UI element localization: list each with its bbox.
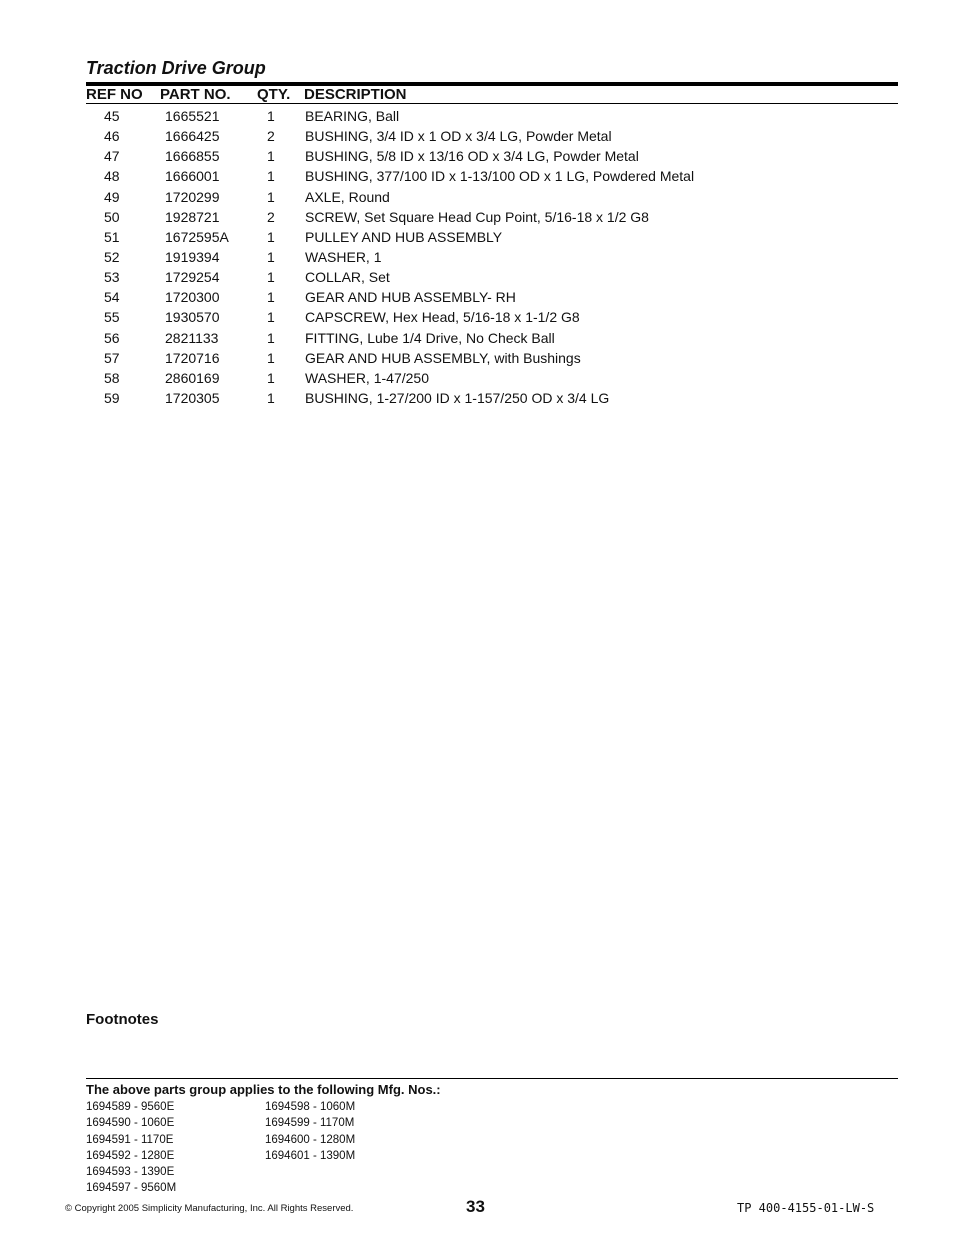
description-cell: CAPSCREW, Hex Head, 5/16-18 x 1-1/2 G8 [305,309,580,326]
ref-no-cell: 47 [104,148,120,165]
parts-list [0,107,954,409]
description-cell: FITTING, Lube 1/4 Drive, No Check Ball [305,329,555,346]
table-row [0,268,954,288]
mfg-number: 1694590 - 1060E [86,1117,175,1130]
part-no-cell: 1666425 [165,128,220,145]
table-row [0,228,954,248]
part-no-cell: 1720299 [165,188,220,205]
description-cell: AXLE, Round [305,188,390,205]
table-row [0,167,954,187]
section-title: Traction Drive Group [86,58,266,78]
description-cell: BUSHING, 1-27/200 ID x 1-157/250 OD x 3/4 LG [305,389,610,406]
qty-cell: 1 [267,228,275,245]
description-cell: WASHER, 1 [305,248,382,265]
description-cell: BUSHING, 377/100 ID x 1-13/100 OD x 1 LG, Powdered Metal [305,168,695,185]
description-cell: BUSHING, 3/4 ID x 1 OD x 3/4 LG, Powder Metal [305,128,612,145]
mfg-number: 1694591 - 1170E [86,1133,174,1146]
qty-cell: 1 [267,329,275,346]
qty-cell: 1 [267,188,275,205]
qty-cell: 2 [267,208,275,225]
ref-no-cell: 53 [104,269,120,286]
mfg-heading: The above parts group applies to the following Mfg. Nos.: [86,1082,441,1097]
part-no-cell: 1720716 [165,349,220,366]
ref-no-cell: 52 [104,248,120,265]
description-cell: BUSHING, 5/8 ID x 13/16 OD x 3/4 LG, Powder Metal [305,148,639,165]
part-no-cell: 2860169 [165,369,220,386]
document-code: TP 400-4155-01-LW-S [737,1201,875,1215]
header-rule [86,103,898,104]
mfg-number: 1694589 - 9560E [86,1101,175,1113]
part-no-cell: 1729254 [165,269,220,286]
ref-no-cell: 51 [104,228,120,245]
qty-cell: 1 [267,389,275,406]
qty-cell: 1 [267,168,275,185]
part-no-cell: 1665521 [165,108,220,124]
ref-no-cell: 59 [104,389,120,406]
mfg-number: 1694599 - 1170M [265,1117,355,1130]
table-row [0,369,954,389]
qty-cell: 1 [267,289,275,306]
column-header-description: DESCRIPTION [304,86,407,103]
qty-cell: 2 [267,128,275,145]
ref-no-cell: 57 [104,349,120,366]
table-row [0,127,954,147]
mfg-numbers-column-1 [86,1099,176,1197]
ref-no-cell: 49 [104,188,120,205]
part-no-cell: 1928721 [165,208,220,225]
description-cell: WASHER, 1-47/250 [305,369,429,386]
table-row [0,248,954,268]
ref-no-cell: 50 [104,208,120,225]
mfg-rule [86,1078,898,1079]
mfg-number: 1694593 - 1390E [86,1166,175,1179]
table-row [0,329,954,349]
description-cell: BEARING, Ball [305,108,400,124]
description-cell: PULLEY AND HUB ASSEMBLY [305,228,503,245]
mfg-number: 1694592 - 1280E [86,1149,175,1162]
table-row [0,349,954,369]
description-cell: SCREW, Set Square Head Cup Point, 5/16-18 x 1/2 G8 [305,208,649,225]
ref-no-cell: 45 [104,108,120,124]
ref-no-cell: 48 [104,168,120,185]
mfg-numbers-column-2 [265,1099,355,1164]
column-header-ref-no: REF NO [86,86,143,103]
mfg-number: 1694600 - 1280M [265,1133,356,1146]
part-no-cell: 1720305 [165,389,220,406]
mfg-number: 1694598 - 1060M [265,1101,356,1113]
qty-cell: 1 [267,148,275,165]
table-row [0,188,954,208]
qty-cell: 1 [267,248,275,265]
part-no-cell: 1666855 [165,148,220,165]
ref-no-cell: 46 [104,128,120,145]
table-row [0,107,954,127]
mfg-number: 1694597 - 9560M [86,1182,177,1195]
table-row [0,147,954,167]
footnotes-heading: Footnotes [86,1011,159,1028]
mfg-number: 1694601 - 1390M [265,1149,356,1162]
ref-no-cell: 58 [104,369,120,386]
table-row [0,208,954,228]
copyright-notice: © Copyright 2005 Simplicity Manufacturing, Inc. All Rights Reserved. [65,1203,354,1214]
page-number: 33 [466,1197,485,1216]
table-row [0,308,954,328]
table-row [0,288,954,308]
description-cell: COLLAR, Set [305,269,390,286]
qty-cell: 1 [267,108,275,124]
column-header-part-no: PART NO. [160,86,231,103]
part-no-cell: 1720300 [165,289,220,306]
part-no-cell: 2821133 [165,329,219,346]
qty-cell: 1 [267,369,275,386]
part-no-cell: 1672595A [165,228,229,245]
ref-no-cell: 55 [104,309,120,326]
qty-cell: 1 [267,309,275,326]
ref-no-cell: 54 [104,289,120,306]
part-no-cell: 1930570 [165,309,220,326]
description-cell: GEAR AND HUB ASSEMBLY- RH [305,289,516,306]
part-no-cell: 1919394 [165,248,220,265]
qty-cell: 1 [267,269,275,286]
ref-no-cell: 56 [104,329,120,346]
description-cell: GEAR AND HUB ASSEMBLY, with Bushings [305,349,581,366]
qty-cell: 1 [267,349,275,366]
part-no-cell: 1666001 [165,168,220,185]
column-header-qty: QTY. [257,86,291,103]
table-row [0,389,954,409]
